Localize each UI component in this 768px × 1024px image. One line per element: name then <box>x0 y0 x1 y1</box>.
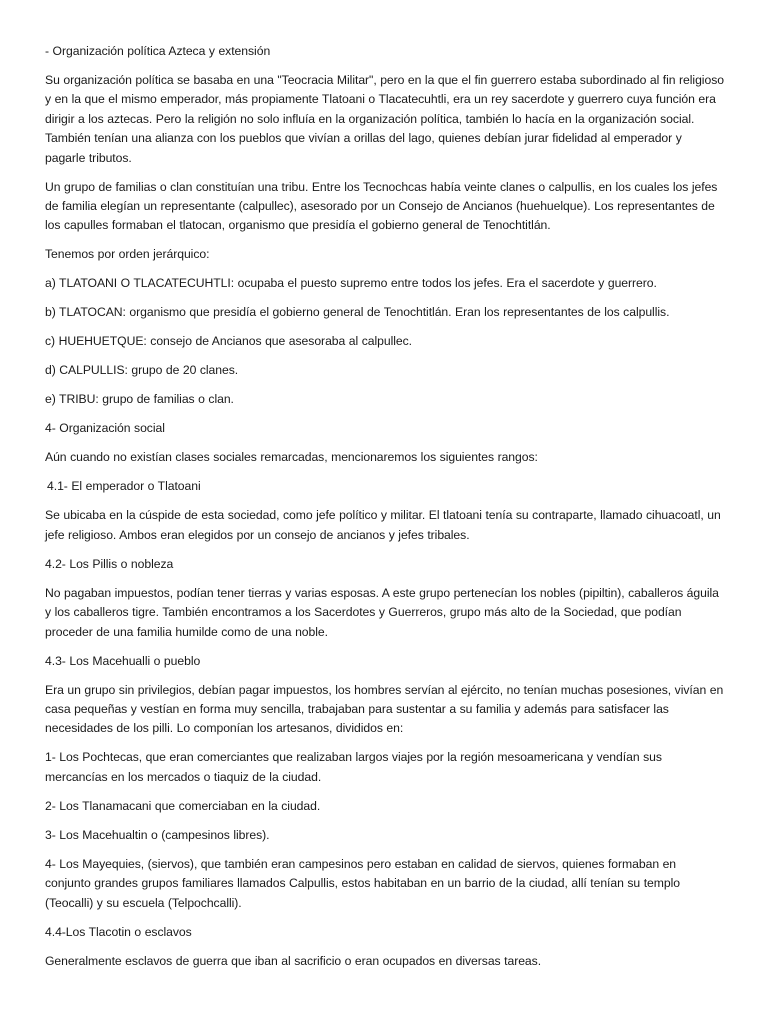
document-body <box>45 42 725 981</box>
paragraph: Aún cuando no existían clases sociales remarcadas, mencionaremos los siguientes rangos: <box>45 450 538 465</box>
list-item: 3- Los Macehualtin o (campesinos libres). <box>45 827 270 842</box>
subsection-heading: 4.2- Los Pillis o nobleza <box>45 556 174 571</box>
subsection-heading: 4.4-Los Tlacotin o esclavos <box>45 924 192 939</box>
subsection-heading: 4.1- El emperador o Tlatoani <box>47 479 201 494</box>
subsection-heading: 4.3- Los Macehualli o pueblo <box>45 653 201 668</box>
paragraph: Su organización política se basaba en una "Teocracia Militar", pero en la que el fin guerrero estaba subordinado al fin religioso y en la que el mismo emperador, más propiamente Tlatoani o Tlacatecuhtli, era un rey sacerdote y guerrero cuya función era dirigir a los aztecas. Pero la religión no solo influía en la organización política, también lo hacía en la organización social. También tenían una alianza con los pueblos que vivían a orillas del lago, quienes debían jurar fidelidad al emperador y pagarle tributos. <box>45 73 724 165</box>
list-item: d) CALPULLIS: grupo de 20 clanes. <box>45 363 239 378</box>
paragraph: No pagaban impuestos, podían tener tierras y varias esposas. A este grupo pertenecían los nobles (pipiltin), caballeros águila y los caballeros tigre. También encontramos a los Sacerdotes y Guerreros, grupo más alto de la Sociedad, que podían proceder de una familia humilde como de una noble. <box>45 585 719 639</box>
list-item: 1- Los Pochtecas, que eran comerciantes que realizaban largos viajes por la región mesoamericana y vendían sus mercancías en los mercados o tiaquiz de la ciudad. <box>45 750 662 784</box>
paragraph: Era un grupo sin privilegios, debían pagar impuestos, los hombres servían al ejército, no tenían muchas posesiones, vivían en casa pequeñas y vestían en forma muy sencilla, trabajaban para sustentar a su familia y además para satisfacer las necesidades de los pilli. Lo componían los artesanos, divididos en: <box>45 682 724 736</box>
list-item: 4- Los Mayequies, (siervos), que también eran campesinos pero estaban en calidad de siervos, quienes formaban en conjunto grandes grupos familiares llamados Calpullis, estos habitaban en un barrio de la ciudad, allí tenían su templo (Teocalli) y su escuela (Telpochcalli). <box>45 856 680 910</box>
section-heading: - Organización política Azteca y extensión <box>45 44 271 58</box>
list-item: 2- Los Tlanamacani que comerciaban en la ciudad. <box>45 798 321 813</box>
list-item: c) HUEHUETQUE: consejo de Ancianos que asesoraba al calpullec. <box>45 334 413 349</box>
list-item: a) TLATOANI O TLACATECUHTLI: ocupaba el puesto supremo entre todos los jefes. Era el sacerdote y guerrero. <box>45 276 657 291</box>
list-item: b) TLATOCAN: organismo que presidía el gobierno general de Tenochtitlán. Eran los representantes de los calpullis. <box>45 305 670 320</box>
paragraph: Un grupo de familias o clan constituían una tribu. Entre los Tecnochcas había veinte clanes o calpullis, en los cuales los jefes de familia elegían un representante (calpullec), asesorado por un Consejo de Ancianos (huehuelque). Los representantes de los capulles formaban el tlatocan, organismo que presidía el gobierno general de Tenochtitlán. <box>45 179 718 233</box>
paragraph: Tenemos por orden jerárquico: <box>45 247 210 262</box>
list-item: e) TRIBU: grupo de familias o clan. <box>45 392 234 407</box>
paragraph: Se ubicaba en la cúspide de esta sociedad, como jefe político y militar. El tlatoani tenía su contraparte, llamado cihuacoatl, un jefe religioso. Ambos eran elegidos por un consejo de ancianos y jefes tribales. <box>45 508 721 542</box>
paragraph: Generalmente esclavos de guerra que iban al sacrificio o eran ocupados en diversas tareas. <box>45 953 542 968</box>
section-heading: 4- Organización social <box>45 421 165 436</box>
